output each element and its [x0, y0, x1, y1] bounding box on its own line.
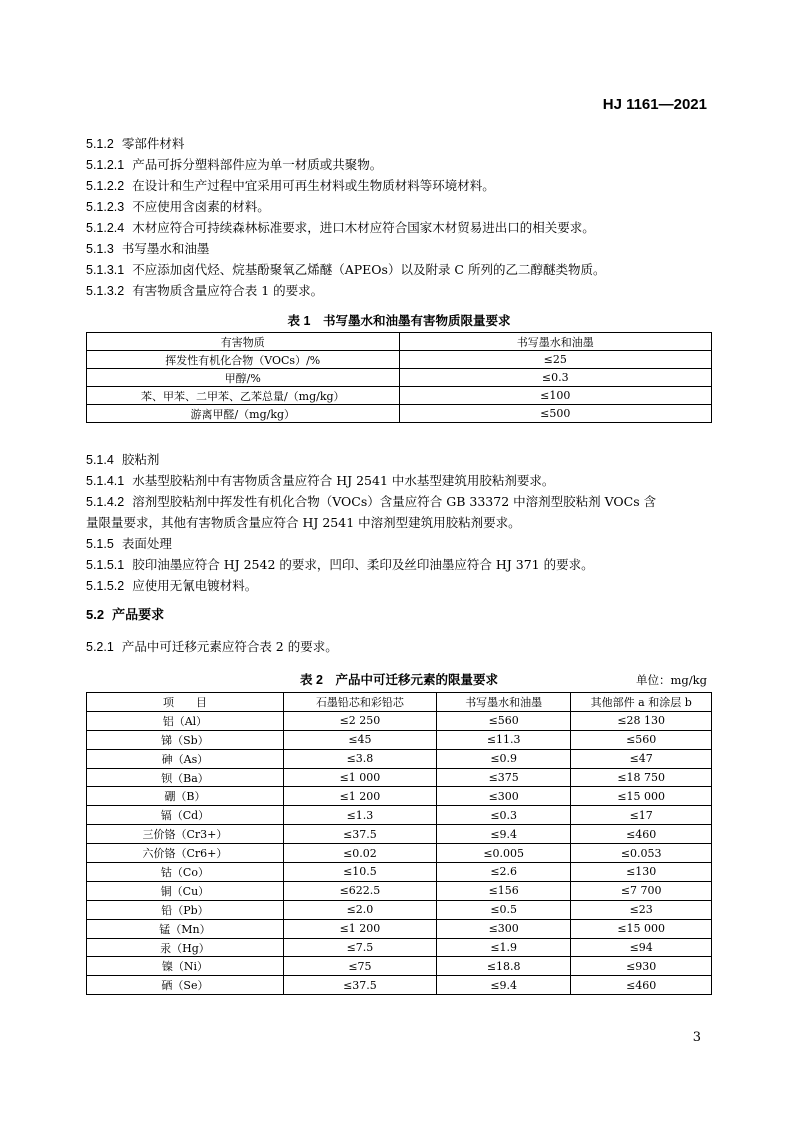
- clause-text: 不应添加卤代烃、烷基酚聚氧乙烯醚（APEOs）以及附录 C 所列的乙二醇醚类物质。: [132, 262, 606, 277]
- table-cell: ≤37.5: [283, 825, 436, 844]
- clause-number: 5.1.3.2: [86, 284, 125, 298]
- table-cell: ≤100: [399, 387, 712, 405]
- table-row: [87, 900, 712, 919]
- table-cell: 铅（Pb）: [87, 900, 284, 919]
- section-number: 5.2: [86, 607, 105, 622]
- clause-text: 产品中可迁移元素应符合表 2 的要求。: [121, 639, 338, 654]
- clause-line: [86, 449, 712, 470]
- table-row: [87, 976, 712, 995]
- table-cell: ≤25: [399, 351, 712, 369]
- clause-number: 5.1.5.2: [86, 579, 125, 593]
- clause-number: 5.1.2.1: [86, 158, 125, 172]
- table-cell: 砷（As）: [87, 749, 284, 768]
- table-cell: ≤2.6: [437, 863, 571, 882]
- table-cell: 钡（Ba）: [87, 768, 284, 787]
- clause-text: 应使用无氰电镀材料。: [132, 578, 258, 593]
- table-row: [87, 749, 712, 768]
- clause-text: 零部件材料: [121, 136, 185, 151]
- clause-number: 5.1.5: [86, 537, 114, 551]
- table-row: [87, 730, 712, 749]
- clause-line: [86, 491, 712, 512]
- table-header-cell: 石墨铅芯和彩铅芯: [283, 693, 436, 712]
- table-row: [87, 844, 712, 863]
- table-cell: ≤18.8: [437, 957, 571, 976]
- table-cell: ≤0.02: [283, 844, 436, 863]
- clause-text: 书写墨水和油墨: [121, 241, 210, 256]
- clause-number: 5.1.2.4: [86, 221, 125, 235]
- table-cell: ≤11.3: [437, 730, 571, 749]
- table-cell: ≤1 000: [283, 768, 436, 787]
- clause-text: 有害物质含量应符合表 1 的要求。: [132, 283, 324, 298]
- table-cell: ≤0.3: [437, 806, 571, 825]
- table-cell: ≤560: [571, 730, 712, 749]
- clause-text: 水基型胶粘剂中有害物质含量应符合 HJ 2541 中水基型建筑用胶粘剂要求。: [132, 473, 555, 488]
- table-header-cell: 有害物质: [87, 333, 400, 351]
- table-cell: 钴（Co）: [87, 863, 284, 882]
- table-row: [87, 711, 712, 730]
- clause-text: 木材应符合可持续森林标准要求，进口木材应符合国家木材贸易进出口的相关要求。: [132, 220, 595, 235]
- table-cell: ≤37.5: [283, 976, 436, 995]
- table-cell: ≤28 130: [571, 711, 712, 730]
- table-cell: ≤1 200: [283, 787, 436, 806]
- table-cell: ≤9.4: [437, 976, 571, 995]
- table-header-cell: 其他部件 a 和涂层 b: [571, 693, 712, 712]
- clause-line: [86, 238, 712, 259]
- table-row: [87, 825, 712, 844]
- table-cell: ≤300: [437, 787, 571, 806]
- page-number: 3: [692, 1030, 701, 1045]
- clause-number: 5.1.2.2: [86, 179, 125, 193]
- table-cell: 三价铬（Cr3+）: [87, 825, 284, 844]
- table-row: [87, 863, 712, 882]
- clause-line-continued: [86, 512, 712, 533]
- table-cell: ≤0.9: [437, 749, 571, 768]
- table-cell: 甲醇/%: [87, 369, 400, 387]
- table-cell: ≤0.5: [437, 900, 571, 919]
- section-heading-5-2: [86, 604, 712, 623]
- table-row: [87, 881, 712, 900]
- table-cell: 铜（Cu）: [87, 881, 284, 900]
- table-cell: 锑（Sb）: [87, 730, 284, 749]
- table-header-row: [87, 333, 712, 351]
- table-cell: ≤7 700: [571, 881, 712, 900]
- table-cell: 游离甲醛/（mg/kg）: [87, 405, 400, 423]
- table-row: [87, 806, 712, 825]
- table-cell: ≤930: [571, 957, 712, 976]
- table-cell: ≤0.053: [571, 844, 712, 863]
- table-cell: 镉（Cd）: [87, 806, 284, 825]
- clause-text: 胶粘剂: [121, 452, 160, 467]
- table-row: [87, 768, 712, 787]
- table-cell: ≤300: [437, 919, 571, 938]
- table-cell: ≤460: [571, 825, 712, 844]
- table-cell: ≤2 250: [283, 711, 436, 730]
- table-cell: ≤560: [437, 711, 571, 730]
- table-header-row: [87, 693, 712, 712]
- section-title: 产品要求: [112, 607, 165, 622]
- clause-line: [86, 259, 712, 280]
- table-cell: 锰（Mn）: [87, 919, 284, 938]
- table-cell: ≤500: [399, 405, 712, 423]
- table-cell: ≤0.3: [399, 369, 712, 387]
- table-cell: ≤0.005: [437, 844, 571, 863]
- table-cell: ≤10.5: [283, 863, 436, 882]
- table-cell: 六价铬（Cr6+）: [87, 844, 284, 863]
- table2-unit: 单位：mg/kg: [636, 673, 707, 687]
- table-row: [87, 938, 712, 957]
- clause-line: [86, 470, 712, 491]
- table-cell: ≤18 750: [571, 768, 712, 787]
- clause-text: 不应使用含卤素的材料。: [132, 199, 270, 214]
- table-row: [87, 957, 712, 976]
- table-row: [87, 787, 712, 806]
- table-cell: ≤94: [571, 938, 712, 957]
- table-cell: ≤7.5: [283, 938, 436, 957]
- table-cell: ≤75: [283, 957, 436, 976]
- clause-number: 5.1.2: [86, 137, 114, 151]
- clause-number: 5.1.3.1: [86, 263, 125, 277]
- clause-number: 5.1.4.2: [86, 495, 125, 509]
- table-header-cell: 项 目: [87, 693, 284, 712]
- table-cell: ≤622.5: [283, 881, 436, 900]
- table-cell: ≤3.8: [283, 749, 436, 768]
- table-row: [87, 351, 712, 369]
- table2: [86, 692, 712, 995]
- table-row: [87, 919, 712, 938]
- table-row: [87, 369, 712, 387]
- clause-text: 在设计和生产过程中宜采用可再生材料或生物质材料等环境材料。: [132, 178, 495, 193]
- table-cell: ≤47: [571, 749, 712, 768]
- table2-caption: 表 2 产品中可迁移元素的限量要求: [300, 673, 498, 687]
- table-cell: ≤156: [437, 881, 571, 900]
- clause-text: 表面处理: [121, 536, 172, 551]
- table-header-cell: 书写墨水和油墨: [437, 693, 571, 712]
- clause-line: [86, 196, 712, 217]
- clause-block-1: [86, 133, 712, 301]
- table-cell: 硼（B）: [87, 787, 284, 806]
- clause-number: 5.2.1: [86, 640, 114, 654]
- table-cell: ≤23: [571, 900, 712, 919]
- clause-line: [86, 533, 712, 554]
- clause-5-2-1: [86, 636, 712, 657]
- clause-number: 5.1.4: [86, 453, 114, 467]
- table-cell: ≤9.4: [437, 825, 571, 844]
- table-cell: ≤15 000: [571, 787, 712, 806]
- table-cell: 苯、甲苯、二甲苯、乙苯总量/（mg/kg）: [87, 387, 400, 405]
- table-cell: ≤17: [571, 806, 712, 825]
- table1: [86, 332, 712, 423]
- clause-line: [86, 575, 712, 596]
- table-cell: ≤375: [437, 768, 571, 787]
- table-cell: 硒（Se）: [87, 976, 284, 995]
- table-cell: ≤2.0: [283, 900, 436, 919]
- clause-text: 产品可拆分塑料部件应为单一材质或共聚物。: [132, 157, 383, 172]
- clause-number: 5.1.2.3: [86, 200, 125, 214]
- clause-text: 量限量要求，其他有害物质含量应符合 HJ 2541 中溶剂型建筑用胶粘剂要求。: [86, 515, 521, 530]
- table-header-cell: 书写墨水和油墨: [399, 333, 712, 351]
- clause-line: [86, 217, 712, 238]
- table-cell: 铝（Al）: [87, 711, 284, 730]
- table-cell: 挥发性有机化合物（VOCs）/%: [87, 351, 400, 369]
- table-cell: ≤130: [571, 863, 712, 882]
- clause-text: 溶剂型胶粘剂中挥发性有机化合物（VOCs）含量应符合 GB 33372 中溶剂型胶粘剂 VOCs 含: [132, 494, 657, 509]
- table-cell: 镍（Ni）: [87, 957, 284, 976]
- table-row: [87, 387, 712, 405]
- clause-number: 5.1.4.1: [86, 474, 125, 488]
- table-cell: ≤460: [571, 976, 712, 995]
- table-row: [87, 405, 712, 423]
- clause-line: [86, 154, 712, 175]
- table-cell: ≤1 200: [283, 919, 436, 938]
- table-cell: ≤15 000: [571, 919, 712, 938]
- clause-number: 5.1.5.1: [86, 558, 125, 572]
- table-cell: ≤1.9: [437, 938, 571, 957]
- clause-text: 胶印油墨应符合 HJ 2542 的要求，凹印、柔印及丝印油墨应符合 HJ 371 的要求。: [132, 557, 594, 572]
- clause-block-2: [86, 449, 712, 596]
- clause-line: [86, 554, 712, 575]
- clause-number: 5.1.3: [86, 242, 114, 256]
- clause-line: [86, 133, 712, 154]
- clause-line: [86, 636, 712, 657]
- standard-number-header: HJ 1161—2021: [602, 96, 707, 113]
- clause-line: [86, 175, 712, 196]
- table-cell: ≤1.3: [283, 806, 436, 825]
- table-cell: ≤45: [283, 730, 436, 749]
- table1-caption: 表 1 书写墨水和油墨有害物质限量要求: [287, 314, 511, 328]
- table-cell: 汞（Hg）: [87, 938, 284, 957]
- clause-line: [86, 280, 712, 301]
